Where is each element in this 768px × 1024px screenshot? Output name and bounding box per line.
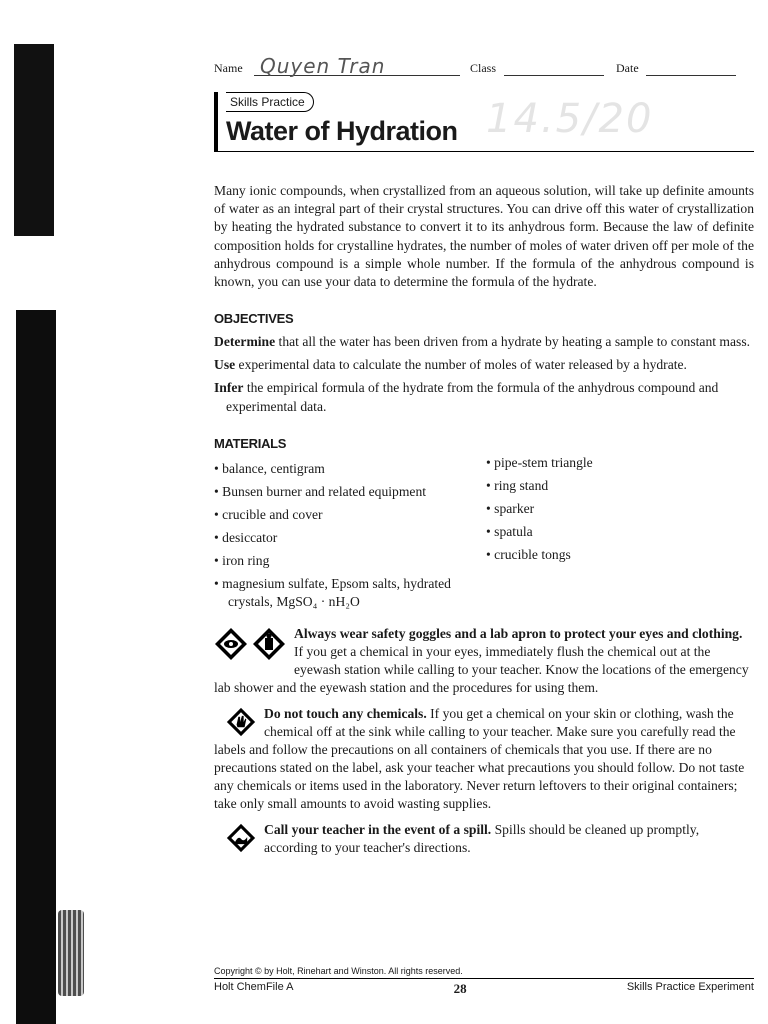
materials-column-left xyxy=(214,457,486,611)
material-item: • pipe-stem triangle xyxy=(486,451,726,474)
grade-stamp: 14.5/20 xyxy=(486,96,654,142)
objective-text: experimental data to calculate the number of moles of water released by a hydrate. xyxy=(235,357,687,373)
page-title: Water of Hydration xyxy=(226,116,458,146)
objective-item xyxy=(214,378,754,416)
materials-column-right xyxy=(486,451,726,611)
objective-text: that all the water has been driven from a hydrate by heating a sample to constant mass. xyxy=(275,334,751,350)
footer-rule xyxy=(214,978,754,979)
skills-practice-badge: Skills Practice xyxy=(226,92,314,112)
worksheet-page xyxy=(214,56,754,857)
objective-verb: Infer xyxy=(214,380,244,396)
chemical-contact-note xyxy=(214,705,754,813)
hand-safety-icon xyxy=(226,707,256,737)
safety-icons xyxy=(214,627,286,661)
safety-text: Spills should be cleaned up promptly, according to your teacher's directions. xyxy=(264,822,700,856)
title-block xyxy=(214,92,754,152)
safety-bold-text: Always wear safety goggles and a lab apron to protect your eyes and clothing. xyxy=(294,626,743,642)
objective-verb: Determine xyxy=(214,334,276,350)
material-item: • desiccator xyxy=(214,526,486,549)
clothing-protection-icon xyxy=(252,627,286,661)
spill-icon xyxy=(226,823,256,853)
material-item: • Bunsen burner and related equipment xyxy=(214,480,486,503)
objective-text: the empirical formula of the hydrate from the formula of the anhydrous compound and experimental data. xyxy=(226,380,719,415)
footer-book-title: Holt ChemFile A xyxy=(214,981,294,993)
material-item: • crucible and cover xyxy=(214,503,486,526)
material-item: • magnesium sulfate, Epsom salts, hydrated crystals, MgSO₄ · nH₂O xyxy=(214,575,486,611)
materials-list xyxy=(214,457,754,611)
material-item: • crucible tongs xyxy=(486,543,726,566)
date-field[interactable] xyxy=(646,61,736,76)
class-field[interactable] xyxy=(504,61,604,76)
safety-icons xyxy=(226,823,256,853)
objective-item xyxy=(214,355,754,374)
intro-paragraph: Many ionic compounds, when crystallized from an aqueous solution, will take up definite amounts of water as an integral part of their crystal structures. You can drive off this water of crystallization by heating the hydrated substance to convert it to its anhydrous form. Because the law of definite composition holds for crystalline hydrates, the number of moles of water driven off per mole of the anhydrous compound is a simple whole number. If the formula of the anhydrous compound is known, you can use your data to determine the formula of the hydrate. xyxy=(214,183,754,290)
eye-safety-icon xyxy=(214,627,248,661)
title-rule xyxy=(218,151,754,152)
class-label: Class xyxy=(470,61,497,75)
safety-text: If you get a chemical in your eyes, immediately flush the chemical out at the eyewash station while calling to your teacher. Know the locations of the emergency lab shower and the eyewash station and the procedures for using them. xyxy=(214,644,749,696)
header-fields xyxy=(214,56,754,80)
date-label: Date xyxy=(616,61,639,75)
safety-bold-text: Do not touch any chemicals. xyxy=(264,706,427,722)
material-item: • spatula xyxy=(486,520,726,543)
material-item: • ring stand xyxy=(486,474,726,497)
footer-row xyxy=(214,981,754,997)
page-footer xyxy=(214,966,754,997)
copyright-text: Copyright © by Holt, Rinehart and Winston. All rights reserved. xyxy=(214,966,463,976)
objective-verb: Use xyxy=(214,357,236,373)
objectives-heading: OBJECTIVES xyxy=(214,311,294,327)
objective-item xyxy=(214,332,754,351)
material-item: • sparker xyxy=(486,497,726,520)
page-number: 28 xyxy=(453,981,467,996)
name-label: Name xyxy=(214,61,243,75)
safety-bold-text: Call your teacher in the event of a spill. xyxy=(264,822,492,838)
materials-heading: MATERIALS xyxy=(214,436,287,452)
footer-section-label: Skills Practice Experiment xyxy=(626,981,754,993)
safety-goggles-note xyxy=(214,625,754,697)
material-item: • balance, centigram xyxy=(214,457,486,480)
safety-text: If you get a chemical on your skin or clothing, wash the chemical off at the sink while calling to your teacher. Make sure you carefully read the labels and follow the precautions on all containers of chemicals that you use. If there are no precautions stated on the label, ask your teacher what precautions you should follow. Do not taste any chemicals or items used in the laboratory. Never return leftovers to their original containers; take only small amounts to avoid wasting supplies. xyxy=(214,706,745,812)
material-item: • iron ring xyxy=(214,549,486,572)
spill-note xyxy=(214,821,754,857)
binder-hole xyxy=(58,910,84,996)
binder-edge-bottom xyxy=(16,310,56,1024)
name-handwriting: Quyen Tran xyxy=(260,54,386,78)
safety-icons xyxy=(226,707,256,737)
binder-edge-top xyxy=(14,44,54,236)
